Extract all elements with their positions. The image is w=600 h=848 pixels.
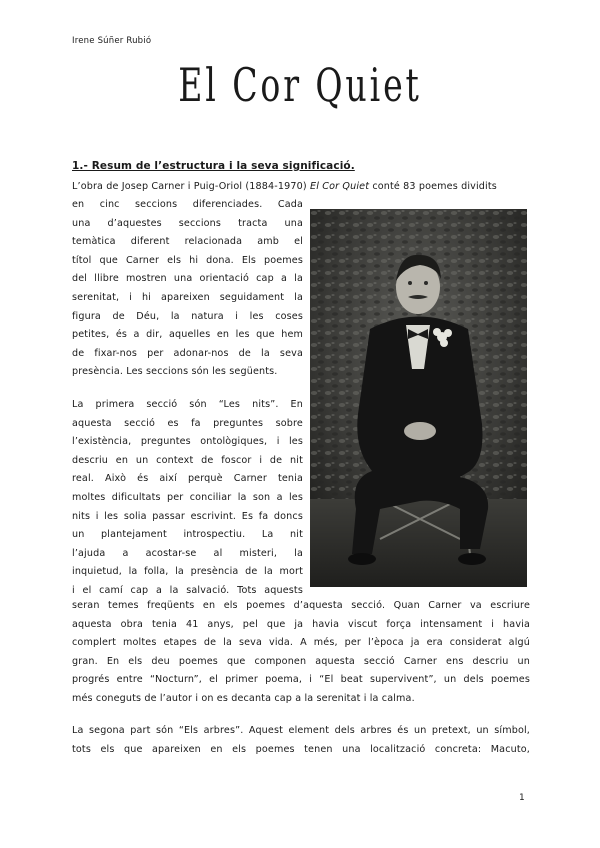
text-line: nits i les solia passar escrivint. Es fa doncs — [72, 510, 303, 522]
eye-left — [408, 281, 412, 285]
text-line: La primera secció són “Les nits”. En — [72, 399, 303, 410]
text-line: La segona part són “Els arbres”. Aquest element dels arbres és un pretext, un símbol, — [72, 725, 530, 736]
text-line: l’ajuda a acostar-se al misteri, la — [72, 547, 303, 559]
document-title: El Cor Quiet — [178, 58, 422, 112]
shoe-left — [348, 553, 376, 565]
hands — [404, 422, 436, 440]
author-name: Irene Súñer Rubió — [72, 36, 152, 46]
text-line: de fixar-nos per adonar-nos de la seva — [72, 347, 303, 359]
page-number: 1 — [519, 793, 525, 803]
paragraph-1-first-line — [72, 178, 530, 197]
text-span: conté 83 poemes dividits — [369, 181, 497, 192]
text-line: una d’aquestes seccions tracta una — [72, 217, 303, 229]
text-line: i el camí cap a la salvació. Tots aquests — [72, 584, 303, 596]
text-line: descriu en un context de foscor i de nit — [72, 454, 303, 466]
text-line: figura de Déu, la natura i les coses — [72, 310, 303, 322]
text-line: en cinc seccions diferenciades. Cada — [72, 199, 303, 210]
eye-right — [424, 281, 428, 285]
portrait-illustration — [310, 209, 527, 587]
text-line: tots els que apareixen en els poemes tenen una localització concreta: Macuto, — [72, 743, 530, 755]
shoe-right — [458, 553, 486, 565]
text-line: aquesta secció es fa preguntes sobre — [72, 417, 303, 429]
text-line: del llibre mostren una orientació cap a la — [72, 273, 303, 285]
text-line: real. Això és així perquè Carner tenia — [72, 473, 303, 485]
paragraph-1-body — [72, 196, 303, 382]
text-line: progrés entre “Nocturn”, el primer poema, i “El beat supervivent”, un dels poemes — [72, 674, 530, 686]
text-line: inquietud, la folla, la presència de la mort — [72, 566, 303, 578]
text-line: títol que Carner els hi dona. Els poemes — [72, 254, 303, 266]
book-title-italic: El Cor Quiet — [310, 181, 370, 192]
text-line: petites, és a dir, aquelles en les que hem — [72, 329, 303, 341]
paragraph-2-body — [72, 396, 303, 601]
text-line: l’existència, preguntes ontològiques, i les — [72, 436, 303, 448]
text-line: moltes dificultats per conciliar la son a les — [72, 491, 303, 503]
text-span: L’obra de Josep Carner i Puig-Oriol (1884-1970) — [72, 181, 311, 192]
text-line: temàtica diferent relacionada amb el — [72, 236, 303, 248]
text-line: seran temes freqüents en els poemes d’aquesta secció. Quan Carner va escriure — [72, 600, 530, 611]
text-line: complert moltes etapes de la seva vida. A més, per l’època ja era considerat algú — [72, 637, 530, 649]
section-heading: 1.- Resum de l’estructura i la seva significació. — [72, 160, 355, 172]
paragraph-2-continuation — [72, 597, 530, 709]
author-portrait-photo — [310, 209, 527, 587]
paragraph-3-body — [72, 722, 530, 759]
text-line: aquesta obra tenia 41 anys, pel que ja havia viscut força intensament i havia — [72, 618, 530, 630]
text-line: serenitat, i hi apareixen seguidament la — [72, 291, 303, 303]
text-line: gran. En els deu poemes que componen aquesta secció Carner ens descriu un — [72, 655, 530, 667]
text-line: més coneguts de l’autor i on es decanta cap a la serenitat i la calma. — [72, 692, 415, 704]
text-line: un plantejament introspectiu. La nit — [72, 529, 303, 541]
text-line: presència. Les seccions són les següents. — [72, 366, 278, 378]
ground — [310, 499, 527, 587]
